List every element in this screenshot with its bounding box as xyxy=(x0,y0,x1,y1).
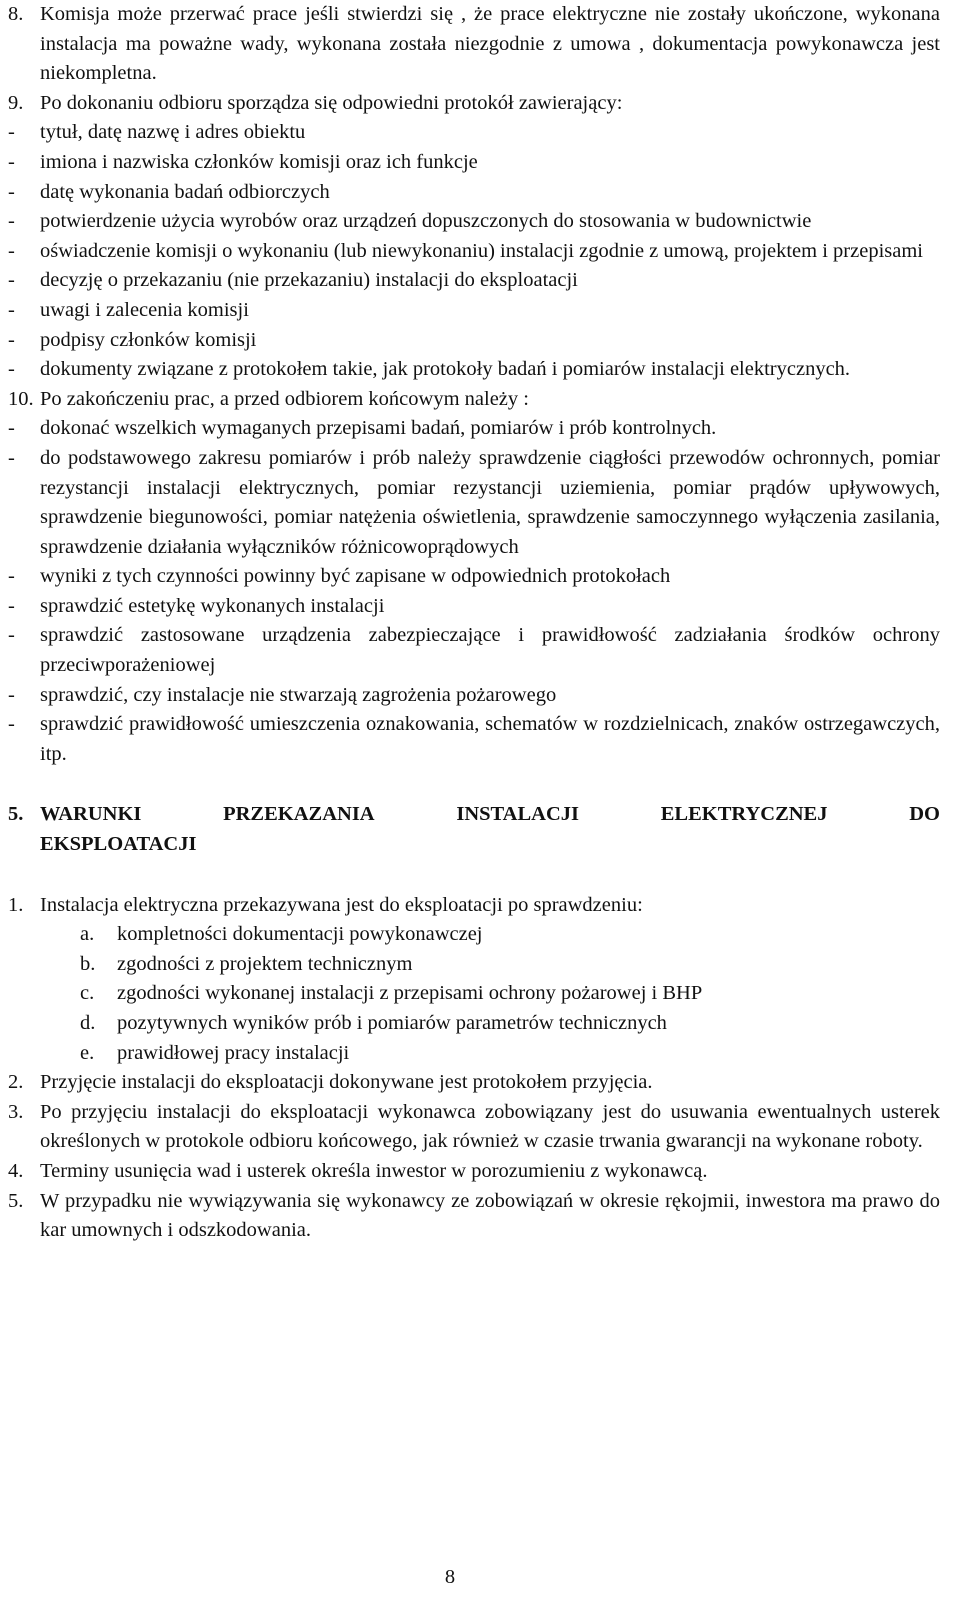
sub-item-text: kompletności dokumentacji powykonawczej xyxy=(117,923,483,946)
sub-item-letter: c. xyxy=(80,982,95,1005)
item-number: 3. xyxy=(8,1100,24,1123)
bullet-item xyxy=(8,710,940,769)
bullet-text: dokonać wszelkich wymaganych przepisami badań, pomiarów i prób kontrolnych. xyxy=(40,417,717,440)
sub-item-text: zgodności wykonanej instalacji z przepisami ochrony pożarowej i BHP xyxy=(117,982,703,1005)
heading-word: PRZEKAZANIA xyxy=(223,803,375,826)
bullet-text: decyzję o przekazaniu (nie przekazaniu) instalacji do eksploatacji xyxy=(40,269,578,292)
bullet-item xyxy=(8,266,940,296)
bullet-text: sprawdzić estetykę wykonanych instalacji xyxy=(40,594,385,617)
sub-item-text: prawidłowej pracy instalacji xyxy=(117,1041,350,1064)
item-number: 4. xyxy=(8,1159,24,1182)
bullet-item xyxy=(8,148,940,178)
bullet-item xyxy=(8,207,940,237)
item-text: Po dokonaniu odbioru sporządza się odpowiedni protokół zawierający: xyxy=(40,91,623,114)
bullet-text: imiona i nazwiska członków komisji oraz ich funkcje xyxy=(40,150,478,173)
numbered-item xyxy=(8,1068,940,1098)
bullet-text: tytuł, datę nazwę i adres obiektu xyxy=(40,121,306,144)
sub-item-text: zgodności z projektem technicznym xyxy=(117,952,413,975)
dash-marker: - xyxy=(8,150,15,173)
sub-item xyxy=(8,920,940,950)
bullet-item xyxy=(8,326,940,356)
dash-marker: - xyxy=(8,180,15,203)
item-number: 2. xyxy=(8,1071,24,1094)
bullet-item xyxy=(8,118,940,148)
heading-word: INSTALACJI xyxy=(456,803,579,826)
dash-marker: - xyxy=(8,417,15,440)
item-text: Komisja może przerwać prace jeśli stwierdzi się , że prace elektryczne nie zostały ukończone, wykonana instalacja ma poważne wady, wykonana została niezgodnie z umowa , dokumentacja powykonawcza jest niekompletna. xyxy=(40,3,940,85)
dash-marker: - xyxy=(8,358,15,381)
bullet-item xyxy=(8,237,940,267)
bullet-text: sprawdzić prawidłowość umieszczenia oznakowania, schematów w rozdzielnicach, znaków ostrzegawczych, itp. xyxy=(40,713,940,765)
bullet-item xyxy=(8,621,940,680)
sub-item-letter: a. xyxy=(80,923,95,946)
dash-marker: - xyxy=(8,713,15,736)
item-text: W przypadku nie wywiązywania się wykonawcy ze zobowiązań w okresie rękojmii, inwestora ma prawo do kar umownych i odszkodowania. xyxy=(40,1189,940,1242)
numbered-item xyxy=(8,1187,940,1246)
heading-word: DO xyxy=(909,803,940,826)
item-text: Terminy usunięcia wad i usterek określa inwestor w porozumieniu z wykonawcą. xyxy=(40,1159,708,1182)
dash-marker: - xyxy=(8,565,15,588)
bullet-text: sprawdzić, czy instalacje nie stwarzają zagrożenia pożarowego xyxy=(40,683,557,706)
bullet-text: podpisy członków komisji xyxy=(40,328,257,351)
numbered-item xyxy=(8,1098,940,1157)
page-content xyxy=(8,0,940,1246)
item-number: 8. xyxy=(8,3,24,25)
dash-marker: - xyxy=(8,239,15,262)
item-number: 10. xyxy=(8,387,34,410)
section-title-line-2: EKSPLOATACJI xyxy=(40,833,197,856)
page-number: 8 xyxy=(444,1566,456,1588)
sub-item xyxy=(8,1009,940,1039)
heading-word: WARUNKI xyxy=(40,803,142,826)
section-title xyxy=(40,800,940,859)
numbered-item xyxy=(8,1157,940,1187)
dash-marker: - xyxy=(8,446,15,469)
bullet-item xyxy=(8,562,940,592)
list-item-9 xyxy=(8,89,940,119)
bullet-item xyxy=(8,414,940,444)
bullet-item xyxy=(8,444,940,562)
item-number: 5. xyxy=(8,1189,24,1212)
bullet-text: sprawdzić zastosowane urządzenia zabezpieczające i prawidłowość zadziałania środków ochrony przeciwporażeniowej xyxy=(40,624,940,677)
dash-marker: - xyxy=(8,298,15,321)
item-text: Przyjęcie instalacji do eksploatacji dokonywane jest protokołem przyjęcia. xyxy=(40,1071,653,1094)
sub-item-letter: d. xyxy=(80,1012,96,1034)
list-item-8 xyxy=(8,0,940,89)
dash-marker: - xyxy=(8,594,15,617)
sub-item-letter: b. xyxy=(80,952,96,975)
dash-marker: - xyxy=(8,121,15,144)
dash-marker: - xyxy=(8,269,15,292)
dash-marker: - xyxy=(8,328,15,351)
item-text: Po przyjęciu instalacji do eksploatacji wykonawca zobowiązany jest do usuwania ewentualnych usterek określonych w protokole odbioru końcowego, jak również w czasie trwania gwarancji na wykonane roboty. xyxy=(40,1100,940,1153)
dash-marker: - xyxy=(8,683,15,706)
bullet-text: datę wykonania badań odbiorczych xyxy=(40,180,330,203)
bullet-text: do podstawowego zakresu pomiarów i prób należy sprawdzenie ciągłości przewodów ochronnych, pomiar rezystancji instalacji elektrycznych, pomiar rezystancji uziemienia, pomiar prądów upływowych, sprawdzenie biegunowości, pomiar natężenia oświetlenia, sprawdzenie samoczynnego wyłączenia zasilania, sprawdzenie działania wyłączników różnicowoprądowych xyxy=(40,446,940,558)
sub-item xyxy=(8,950,940,980)
sub-item xyxy=(8,979,940,1009)
numbered-item xyxy=(8,891,940,921)
bullet-item xyxy=(8,592,940,622)
section-title-line-1 xyxy=(40,800,940,830)
section-number: 5. xyxy=(8,803,24,826)
heading-word: ELEKTRYCZNEJ xyxy=(660,803,828,826)
bullet-text: dokumenty związane z protokołem takie, jak protokoły badań i pomiarów instalacji elektrycznych. xyxy=(40,358,851,381)
item-text: Instalacja elektryczna przekazywana jest do eksploatacji po sprawdzeniu: xyxy=(40,893,643,916)
sub-item xyxy=(8,1039,940,1069)
bullet-item xyxy=(8,681,940,711)
bullet-text: potwierdzenie użycia wyrobów oraz urządzeń dopuszczonych do stosowania w budownictwie xyxy=(40,210,812,233)
list-item-10 xyxy=(8,385,940,415)
dash-marker: - xyxy=(8,210,15,233)
bullet-text: wyniki z tych czynności powinny być zapisane w odpowiednich protokołach xyxy=(40,565,671,588)
item-number: 1. xyxy=(8,893,24,916)
dash-marker: - xyxy=(8,624,15,647)
section-heading xyxy=(8,800,940,859)
sub-item-text: pozytywnych wyników prób i pomiarów parametrów technicznych xyxy=(117,1012,667,1034)
bullet-item xyxy=(8,178,940,208)
sub-item-letter: e. xyxy=(80,1041,95,1064)
bullet-item xyxy=(8,355,940,385)
item-text: Po zakończeniu prac, a przed odbiorem końcowym należy : xyxy=(40,387,529,410)
bullet-text: uwagi i zalecenia komisji xyxy=(40,298,249,321)
bullet-item xyxy=(8,296,940,326)
item-number: 9. xyxy=(8,91,24,114)
bullet-text: oświadczenie komisji o wykonaniu (lub niewykonaniu) instalacji zgodnie z umową, projektem i przepisami xyxy=(40,239,923,262)
